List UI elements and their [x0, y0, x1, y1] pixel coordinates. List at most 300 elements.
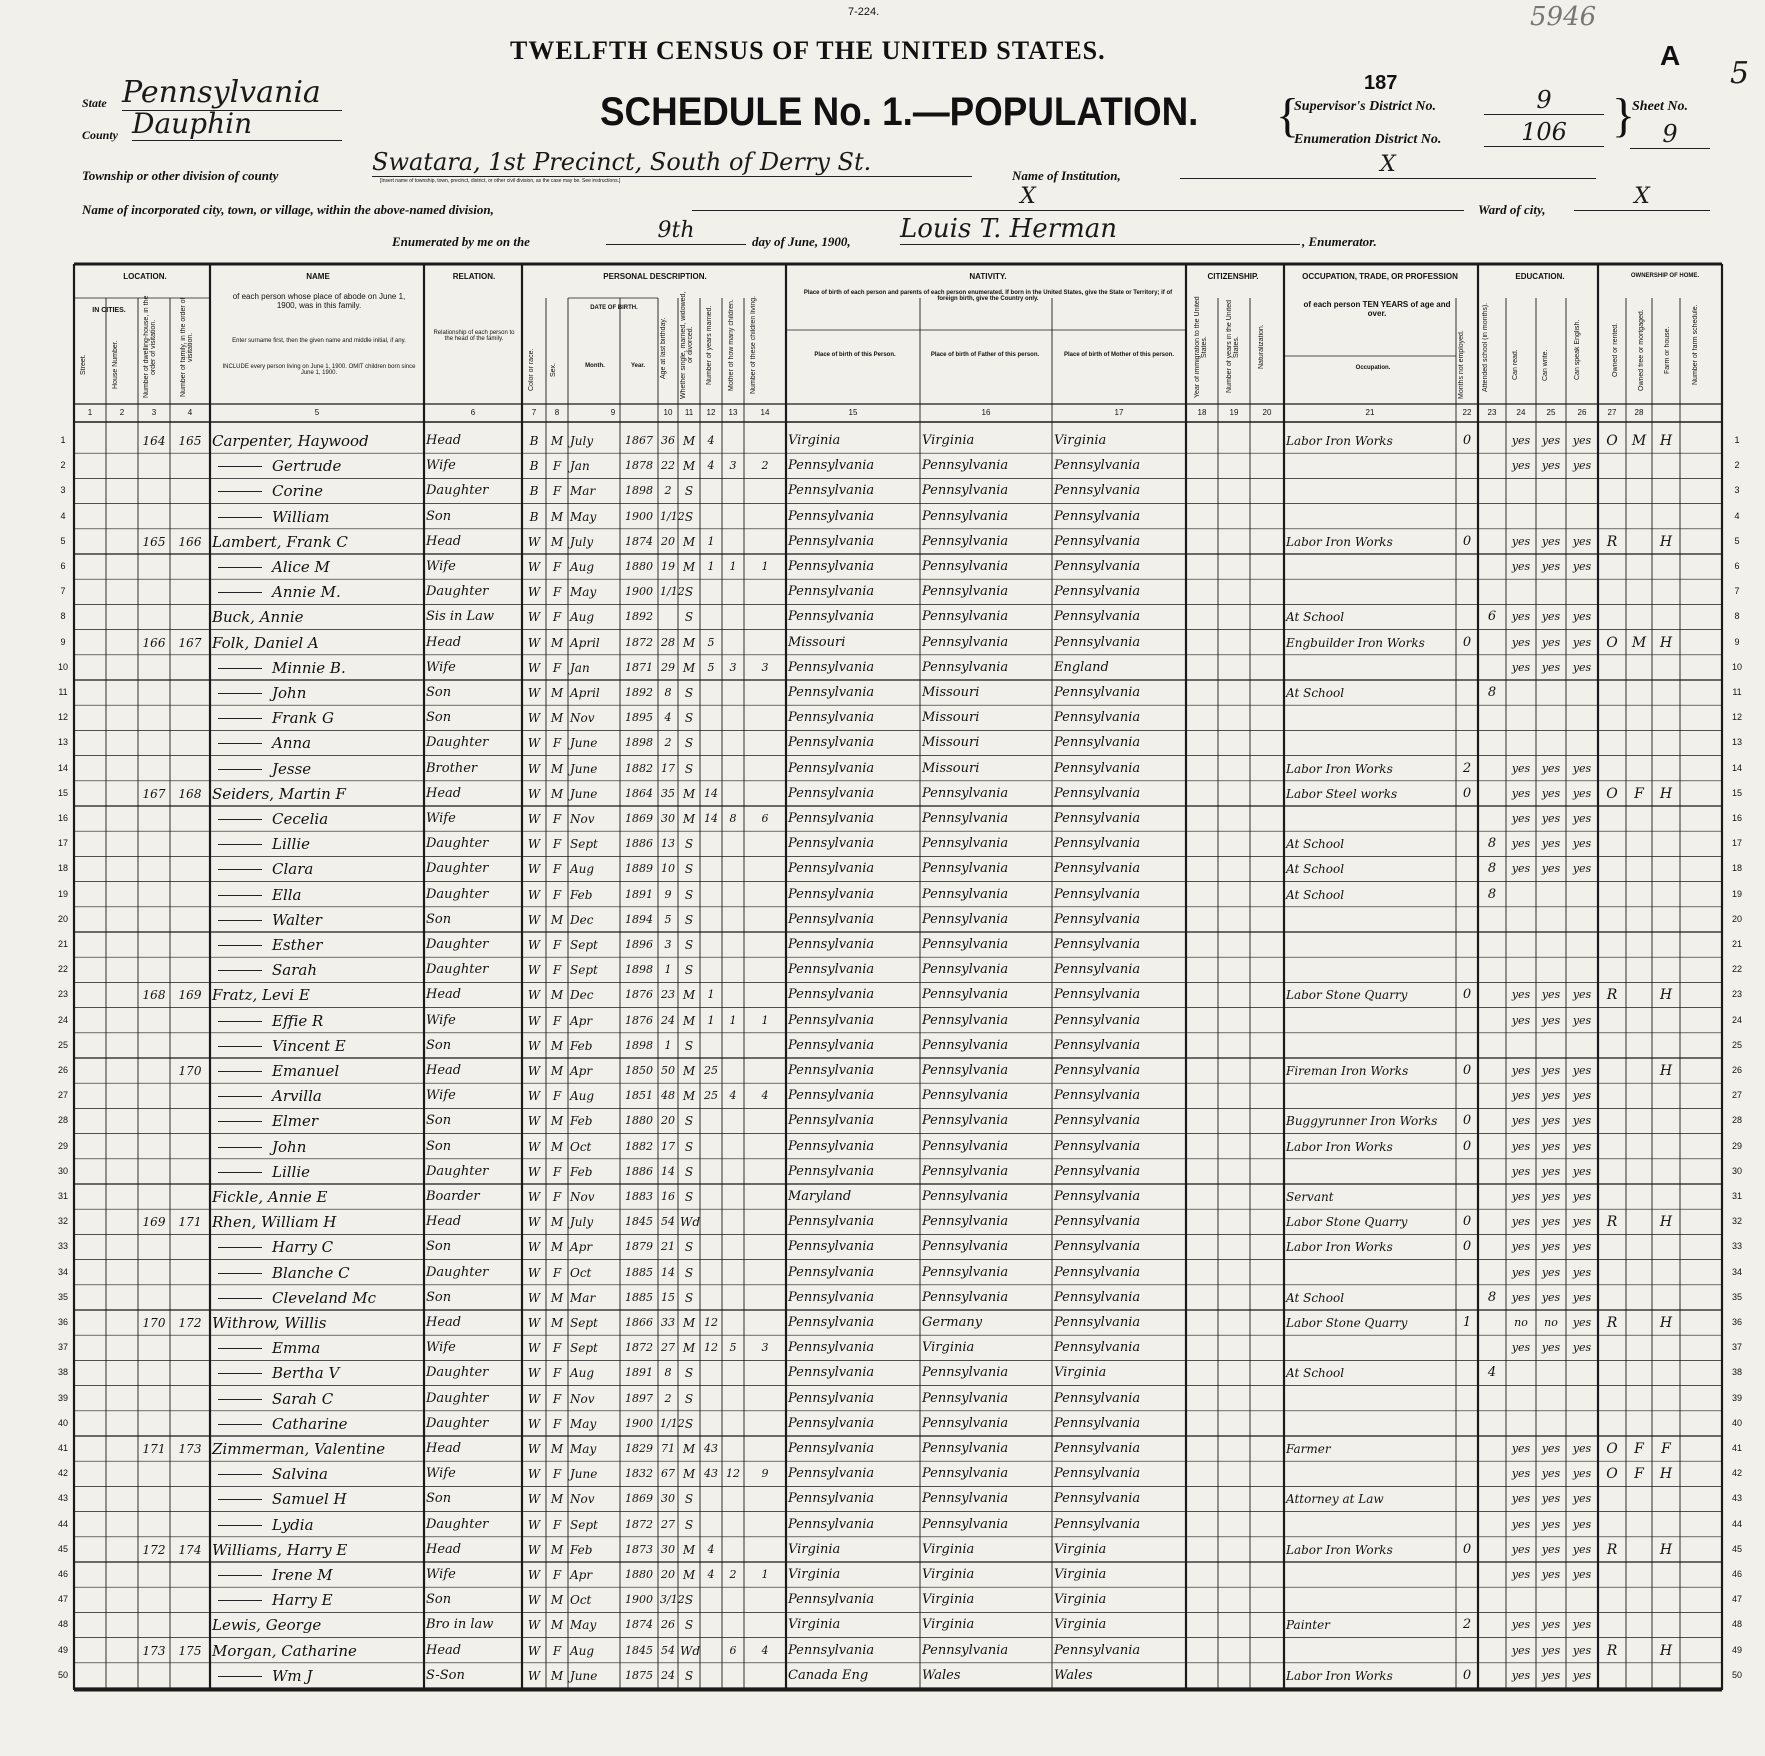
- age: 26: [661, 1618, 675, 1632]
- person-name: Esther: [272, 936, 323, 954]
- family-number: 174: [178, 1542, 202, 1557]
- can-speak-english: yes: [1572, 560, 1592, 573]
- birth-month: Dec: [570, 988, 594, 1003]
- color-race: W: [527, 1366, 541, 1381]
- person-name: Lewis, George: [212, 1616, 322, 1635]
- occupation: Labor Iron Works: [1286, 1139, 1393, 1154]
- birthplace-mother: England: [1054, 659, 1109, 675]
- relation: Wife: [426, 1466, 456, 1482]
- months-unemployed: 0: [1462, 1541, 1472, 1557]
- header-owned-free: Owned free or mortgaged.: [1638, 309, 1645, 391]
- header-owned-rented: Owned or rented.: [1612, 322, 1619, 378]
- birthplace-father: Missouri: [922, 760, 980, 776]
- dwelling-number: 165: [142, 534, 166, 549]
- color-race: W: [527, 1064, 541, 1078]
- enum-district-value: 106: [1484, 118, 1604, 147]
- school-months: 8: [1487, 1289, 1497, 1305]
- years-married: 4: [707, 1568, 715, 1581]
- birth-month: Dec: [570, 912, 594, 927]
- surname-ditto-dash: [218, 718, 262, 719]
- birth-month: May: [570, 509, 597, 524]
- can-speak-english: yes: [1572, 1290, 1592, 1304]
- sex: M: [550, 1593, 564, 1608]
- relation: Daughter: [426, 483, 489, 499]
- color-race: W: [527, 887, 541, 902]
- birth-year: 1880: [625, 1114, 653, 1128]
- row-number-left: 7: [60, 586, 66, 597]
- row-number-left: 18: [57, 863, 68, 874]
- header-pob-mother: Place of birth of Mother of this person.: [1064, 352, 1175, 358]
- marital-status: S: [684, 610, 694, 625]
- surname-ditto-dash: [218, 1172, 262, 1173]
- birth-month: Feb: [570, 887, 593, 902]
- sex: M: [550, 1492, 564, 1507]
- row-number-right: 23: [1731, 989, 1742, 1000]
- birthplace-person: Pennsylvania: [788, 836, 875, 852]
- months-unemployed: 0: [1462, 533, 1472, 549]
- school-months: 4: [1487, 1365, 1497, 1381]
- years-married: 1: [707, 534, 715, 548]
- birthplace-person: Pennsylvania: [788, 1088, 875, 1104]
- person-name: Walter: [272, 910, 322, 929]
- row-number-left: 47: [57, 1594, 68, 1605]
- can-speak-english: yes: [1572, 1089, 1592, 1103]
- marital-status: M: [682, 1467, 696, 1482]
- birthplace-mother: Pennsylvania: [1054, 634, 1141, 650]
- months-unemployed: 2: [1462, 760, 1472, 776]
- birthplace-person: Pennsylvania: [788, 1214, 875, 1230]
- row-number-left: 32: [57, 1216, 68, 1227]
- can-write: yes: [1541, 1190, 1561, 1203]
- age: 2: [664, 736, 672, 750]
- age: 5: [664, 912, 672, 926]
- years-married: 4: [707, 434, 715, 447]
- header-attended-school: Attended school (in months).: [1482, 302, 1489, 392]
- family-number: 166: [178, 534, 202, 549]
- sex: F: [552, 560, 562, 574]
- marital-status: S: [684, 509, 694, 524]
- can-write: yes: [1541, 1013, 1561, 1027]
- color-race: W: [527, 1442, 541, 1456]
- can-write: yes: [1541, 1114, 1561, 1128]
- relation: Brother: [426, 760, 478, 776]
- header-sex: Sex.: [550, 363, 557, 378]
- surname-ditto-dash: [218, 1399, 262, 1400]
- occupation: At School: [1286, 686, 1345, 700]
- can-speak-english: yes: [1572, 1013, 1592, 1027]
- row-number-left: 23: [57, 989, 68, 1000]
- birthplace-father: Pennsylvania: [922, 785, 1009, 801]
- color-race: W: [527, 1517, 541, 1532]
- owned-free: M: [1631, 634, 1647, 651]
- birthplace-person: Pennsylvania: [788, 458, 875, 474]
- years-married: 5: [707, 635, 715, 649]
- birth-year: 1832: [625, 1467, 653, 1481]
- row-number-left: 25: [57, 1039, 68, 1050]
- birth-month: April: [570, 686, 600, 700]
- marital-status: S: [684, 1668, 694, 1683]
- schedule-title: SCHEDULE No. 1.—POPULATION.: [600, 90, 1199, 134]
- city-label: Name of incorporated city, town, or village, within the above-named division,: [82, 202, 494, 217]
- header-relation: RELATION.: [452, 272, 496, 281]
- can-read: yes: [1511, 560, 1531, 573]
- color-race: W: [527, 1643, 541, 1658]
- surname-ditto-dash: [218, 1373, 262, 1374]
- marital-status: S: [684, 1618, 694, 1633]
- age: 48: [661, 1089, 675, 1103]
- birthplace-father: Pennsylvania: [922, 609, 1009, 625]
- birth-month: Sept: [570, 837, 598, 852]
- owned-rented: R: [1606, 1315, 1618, 1331]
- row-number-right: 26: [1731, 1065, 1742, 1075]
- can-speak-english: yes: [1572, 1467, 1592, 1481]
- owned-free: M: [1631, 433, 1647, 449]
- birthplace-father: Pennsylvania: [922, 911, 1009, 927]
- can-write: yes: [1541, 459, 1561, 473]
- marital-status: M: [682, 1542, 696, 1557]
- row-number-right: 9: [1734, 636, 1740, 647]
- color-race: B: [529, 459, 539, 474]
- color-race: W: [527, 812, 541, 826]
- birthplace-father: Pennsylvania: [922, 1088, 1009, 1104]
- birthplace-father: Pennsylvania: [922, 1063, 1009, 1078]
- birthplace-father: Pennsylvania: [922, 1138, 1009, 1154]
- city-value: X: [692, 184, 1464, 211]
- owned-rented: O: [1606, 634, 1618, 651]
- header-location: LOCATION.: [123, 272, 167, 281]
- color-race: W: [527, 1139, 541, 1154]
- sex: M: [550, 509, 564, 524]
- can-speak-english: yes: [1572, 837, 1592, 851]
- color-race: W: [527, 711, 541, 726]
- birth-year: 1867: [625, 434, 653, 447]
- row-number-right: 22: [1731, 964, 1742, 975]
- sex: F: [552, 1341, 562, 1356]
- column-number: 26: [1577, 408, 1587, 417]
- age: 17: [661, 761, 675, 775]
- row-number-right: 41: [1731, 1443, 1742, 1453]
- row-number-right: 10: [1731, 661, 1742, 672]
- birth-month: Mar: [570, 1290, 596, 1305]
- person-name: Vincent E: [272, 1036, 346, 1055]
- sex: M: [550, 1064, 564, 1078]
- row-number-right: 21: [1731, 939, 1742, 949]
- can-read: yes: [1511, 1290, 1531, 1304]
- surname-ditto-dash: [218, 1424, 262, 1425]
- column-number: 20: [1262, 408, 1272, 417]
- marital-status: S: [684, 1492, 694, 1507]
- birth-year: 1886: [625, 837, 653, 851]
- birthplace-mother: Pennsylvania: [1054, 1289, 1141, 1305]
- age: 28: [661, 635, 675, 649]
- person-name: Folk, Daniel A: [212, 633, 319, 652]
- age: 29: [661, 660, 675, 674]
- person-name: Withrow, Willis: [212, 1314, 327, 1332]
- birth-year: 1898: [625, 736, 653, 750]
- column-number: 18: [1197, 408, 1207, 417]
- row-number-left: 14: [57, 762, 68, 773]
- years-married: 1: [707, 560, 715, 573]
- person-name: John: [272, 684, 307, 702]
- row-number-right: 6: [1734, 561, 1740, 571]
- occupation: Labor Stone Quarry: [1286, 1215, 1408, 1230]
- sex: M: [550, 912, 564, 927]
- row-number-right: 36: [1731, 1317, 1742, 1327]
- age: 16: [661, 1190, 675, 1203]
- marital-status: S: [684, 1164, 694, 1179]
- row-number-right: 50: [1731, 1669, 1742, 1680]
- birthplace-mother: Pennsylvania: [1054, 962, 1141, 978]
- supervisor-value: 9: [1484, 86, 1604, 115]
- header-personal: PERSONAL DESCRIPTION.: [603, 272, 707, 281]
- row-number-right: 24: [1731, 1014, 1742, 1025]
- relation: Daughter: [426, 1516, 489, 1532]
- can-read: yes: [1511, 1568, 1531, 1581]
- row-number-left: 9: [60, 636, 66, 647]
- birth-year: 1873: [625, 1542, 653, 1556]
- birth-year: 1889: [625, 862, 653, 876]
- header-naturalization: Naturalization.: [1258, 324, 1265, 370]
- relation: Son: [426, 1239, 452, 1255]
- sex: F: [552, 1089, 562, 1104]
- birthplace-father: Pennsylvania: [922, 1441, 1009, 1456]
- header-marital: Whether single, married, widowed, or divorced.: [680, 291, 694, 399]
- can-read: yes: [1511, 1341, 1531, 1355]
- row-number-left: 4: [60, 510, 66, 521]
- sex: F: [552, 1643, 562, 1658]
- years-married: 12: [704, 1341, 718, 1355]
- birth-month: Nov: [570, 711, 595, 726]
- row-number-right: 3: [1734, 485, 1740, 496]
- surname-ditto-dash: [218, 1121, 262, 1122]
- age: 27: [661, 1517, 675, 1531]
- relation: Wife: [426, 1340, 456, 1356]
- surname-ditto-dash: [218, 1046, 262, 1047]
- birthplace-mother: Pennsylvania: [1054, 1113, 1141, 1129]
- can-write: yes: [1541, 1492, 1561, 1506]
- can-write: no: [1544, 1316, 1558, 1329]
- relation: Head: [426, 987, 462, 1003]
- can-write: yes: [1541, 660, 1561, 674]
- birthplace-mother: Pennsylvania: [1054, 1315, 1141, 1330]
- birthplace-father: Pennsylvania: [922, 483, 1009, 499]
- column-number: 27: [1607, 408, 1617, 417]
- can-speak-english: yes: [1572, 459, 1592, 473]
- header-can-speak: Can speak English.: [1574, 319, 1581, 381]
- occupation: Labor Iron Works: [1286, 434, 1393, 448]
- marital-status: S: [684, 963, 694, 978]
- birth-month: Sept: [570, 938, 598, 952]
- sheet-letter: A: [1660, 40, 1681, 71]
- sex: F: [552, 963, 562, 978]
- owned-rented: R: [1606, 1642, 1618, 1659]
- age: 8: [664, 686, 672, 699]
- row-number-left: 21: [57, 939, 68, 949]
- farm-house: H: [1659, 785, 1673, 802]
- relation: Daughter: [426, 1415, 489, 1431]
- can-write: yes: [1541, 434, 1561, 447]
- birthplace-mother: Wales: [1054, 1667, 1093, 1683]
- can-write: yes: [1541, 1517, 1561, 1531]
- can-read: yes: [1511, 1139, 1531, 1153]
- column-number: 11: [684, 408, 694, 417]
- family-number: 167: [178, 635, 202, 650]
- birthplace-mother: Pennsylvania: [1054, 1138, 1141, 1154]
- surname-ditto-dash: [218, 1247, 262, 1248]
- sex: M: [550, 534, 564, 549]
- birth-month: Aug: [570, 862, 595, 877]
- farm-house: H: [1659, 433, 1673, 449]
- dwelling-number: 164: [142, 434, 166, 448]
- row-number-left: 48: [57, 1619, 68, 1630]
- school-months: 6: [1487, 609, 1497, 625]
- relation: Head: [426, 1214, 462, 1230]
- relation: Son: [426, 1113, 452, 1129]
- sex: M: [550, 1542, 564, 1557]
- birthplace-father: Pennsylvania: [922, 1189, 1009, 1204]
- person-name: Buck, Annie: [212, 608, 304, 627]
- relation: Daughter: [426, 962, 489, 978]
- birth-month: Nov: [570, 812, 595, 826]
- row-number-left: 50: [57, 1669, 68, 1680]
- birthplace-mother: Pennsylvania: [1054, 685, 1141, 700]
- marital-status: Wd: [680, 1643, 701, 1658]
- birthplace-person: Virginia: [788, 433, 841, 448]
- census-title: TWELFTH CENSUS OF THE UNITED STATES.: [510, 36, 1106, 65]
- relation: Wife: [426, 1567, 456, 1582]
- birthplace-person: Pennsylvania: [788, 886, 875, 902]
- header-house: House Number.: [112, 340, 119, 390]
- color-race: W: [527, 736, 541, 751]
- color-race: W: [527, 1593, 541, 1608]
- header-occupation: OCCUPATION, TRADE, OR PROFESSION: [1302, 272, 1458, 281]
- column-number: 3: [151, 408, 157, 417]
- birthplace-father: Pennsylvania: [922, 584, 1009, 600]
- district-brace-right: }: [1612, 89, 1636, 142]
- birthplace-father: Pennsylvania: [922, 811, 1009, 826]
- relation: Son: [426, 710, 452, 726]
- row-number-left: 10: [57, 661, 68, 672]
- can-read: yes: [1511, 862, 1531, 876]
- row-number-left: 5: [60, 535, 66, 546]
- header-mother-of: Mother of how many children.: [728, 299, 735, 391]
- color-race: W: [527, 1467, 541, 1482]
- can-read: yes: [1511, 1467, 1531, 1481]
- relation: Head: [426, 1541, 462, 1557]
- birthplace-father: Pennsylvania: [922, 1289, 1009, 1305]
- age: 1: [664, 1038, 672, 1052]
- family-number: 172: [178, 1316, 202, 1330]
- occupation: At School: [1286, 862, 1345, 877]
- header-citizenship: CITIZENSHIP.: [1207, 272, 1259, 281]
- birth-month: June: [570, 1467, 598, 1482]
- column-number: 16: [981, 408, 991, 417]
- can-read: yes: [1511, 1240, 1531, 1254]
- row-number-right: 31: [1731, 1191, 1742, 1201]
- relation: Son: [426, 508, 452, 524]
- header-dwelling: Number of dwelling-house, in the order of visitation.: [143, 295, 157, 399]
- sex: F: [552, 459, 562, 474]
- sex: F: [552, 1517, 562, 1532]
- column-number: 17: [1114, 408, 1124, 417]
- months-unemployed: 0: [1462, 987, 1472, 1003]
- row-number-right: 27: [1731, 1090, 1742, 1101]
- header-years-in-us: Number of years in the United States.: [1226, 300, 1240, 394]
- birth-month: Jan: [570, 459, 590, 474]
- birthplace-father: Missouri: [922, 735, 980, 751]
- birthplace-person: Pennsylvania: [788, 1390, 875, 1406]
- children-living: 3: [761, 1341, 769, 1355]
- person-name: Rhen, William H: [212, 1213, 337, 1232]
- can-speak-english: yes: [1572, 1316, 1592, 1329]
- can-speak-english: yes: [1572, 1114, 1592, 1128]
- column-number: 24: [1516, 408, 1526, 417]
- children-living: 1: [761, 1568, 769, 1581]
- can-read: yes: [1511, 1492, 1531, 1506]
- birth-year: 1850: [625, 1064, 653, 1077]
- can-read: yes: [1511, 1013, 1531, 1027]
- sex: F: [552, 484, 562, 499]
- occupation: At School: [1286, 1290, 1345, 1305]
- dwelling-number: 171: [142, 1442, 166, 1456]
- can-write: yes: [1541, 635, 1561, 649]
- row-number-right: 12: [1731, 712, 1742, 723]
- can-speak-english: yes: [1572, 1618, 1592, 1632]
- birthplace-person: Virginia: [788, 1567, 841, 1582]
- color-race: W: [527, 1215, 541, 1230]
- color-race: W: [527, 686, 541, 700]
- person-name: Samuel H: [272, 1490, 347, 1509]
- years-married: 14: [704, 786, 718, 800]
- person-name: Minnie B.: [272, 658, 346, 677]
- owned-free: F: [1634, 1466, 1644, 1483]
- birthplace-father: Pennsylvania: [922, 1037, 1009, 1053]
- birth-year: 1900: [625, 509, 653, 523]
- color-race: W: [527, 963, 541, 978]
- years-married: 4: [707, 459, 715, 473]
- birth-month: Aug: [570, 1089, 595, 1104]
- header-name-note2: INCLUDE every person living on June 1, 1900. OMIT children born since June 1, 1900.: [222, 364, 416, 376]
- person-name: Effie R: [272, 1011, 324, 1030]
- color-race: W: [527, 1492, 541, 1507]
- birthplace-mother: Pennsylvania: [1054, 1063, 1141, 1078]
- birth-month: Apr: [570, 1064, 593, 1078]
- birth-year: 1874: [625, 1618, 653, 1632]
- birth-month: Aug: [570, 610, 595, 625]
- age: 19: [661, 560, 675, 573]
- person-name: Blanche C: [272, 1263, 350, 1282]
- ward-value: X: [1574, 184, 1710, 211]
- column-number: 22: [1462, 408, 1472, 417]
- birthplace-father: Virginia: [922, 433, 975, 448]
- can-write: yes: [1541, 1215, 1561, 1229]
- age: 10: [661, 862, 675, 876]
- color-race: W: [527, 862, 541, 877]
- age: 20: [661, 1568, 675, 1581]
- relation: Daughter: [426, 584, 489, 600]
- birthplace-father: Missouri: [922, 710, 980, 726]
- header-color: Color or race.: [528, 348, 535, 392]
- age: 33: [661, 1316, 675, 1329]
- birthplace-mother: Pennsylvania: [1054, 861, 1141, 877]
- occupation: At School: [1286, 1366, 1345, 1381]
- occupation: Attorney at Law: [1286, 1492, 1384, 1507]
- row-number-left: 31: [57, 1191, 68, 1201]
- relation: Wife: [426, 811, 456, 826]
- can-speak-english: yes: [1572, 660, 1592, 674]
- state-label: State: [82, 96, 107, 110]
- age: 13: [661, 837, 675, 851]
